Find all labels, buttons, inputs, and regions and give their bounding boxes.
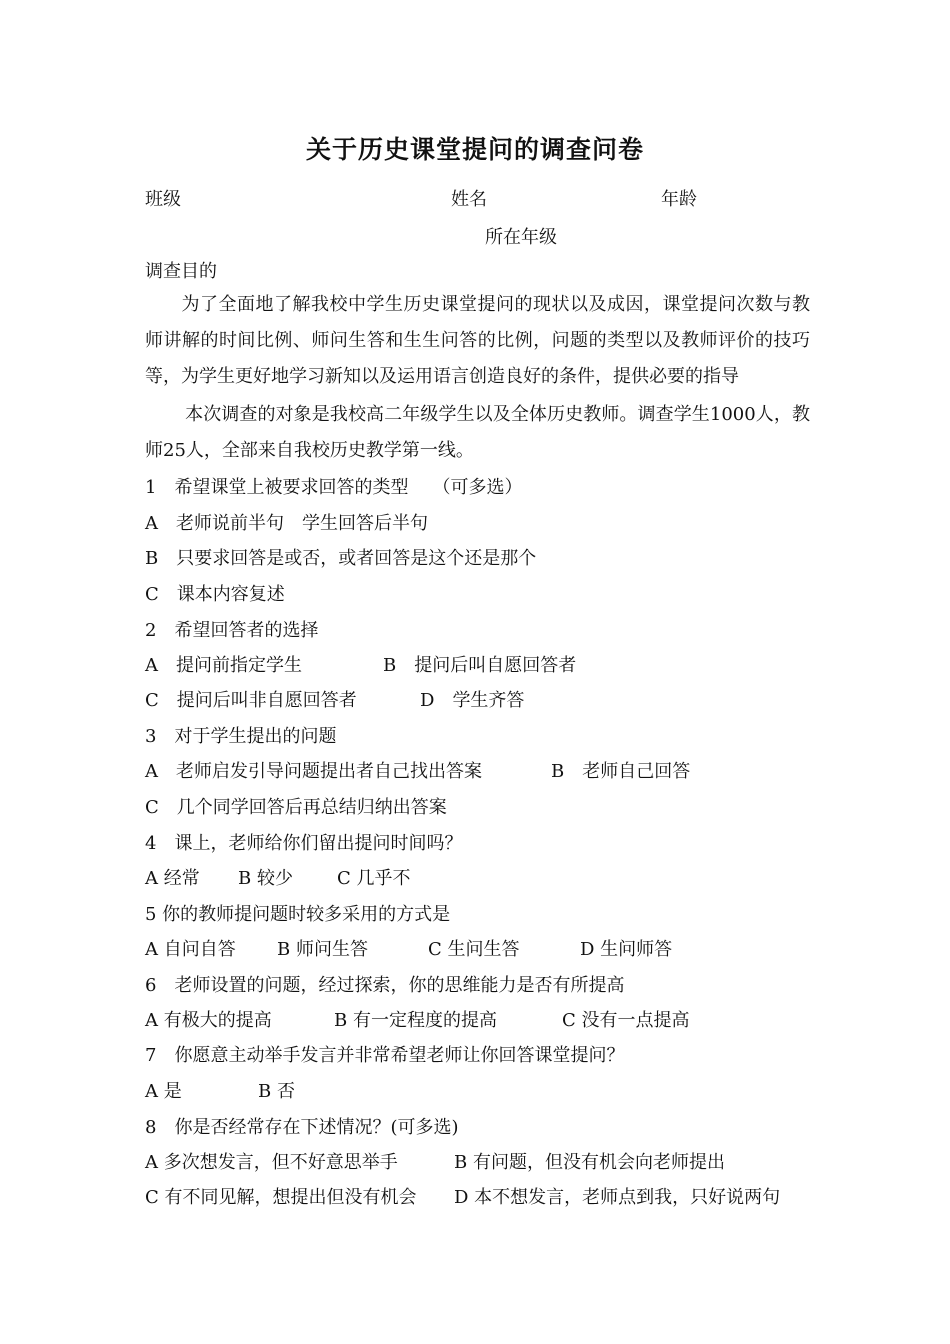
document-title: 关于历史课堂提问的调查问卷 — [305, 135, 644, 164]
q5-option-d: D 生问师答 — [580, 939, 673, 960]
q3-option-b: B 老师自己回答 — [551, 761, 691, 782]
question-text: 希望课堂上被要求回答的类型 — [174, 477, 409, 498]
question-text: 老师设置的问题，经过探索，你的思维能力是否有所提高 — [174, 975, 625, 996]
q2-option-c: C 提问后叫非自愿回答者 — [145, 690, 357, 711]
question-note: （可多选） — [432, 477, 523, 498]
q1-option-c — [145, 583, 825, 607]
q2-options-row-1 — [145, 654, 825, 678]
option-letter: C — [145, 584, 159, 605]
age-label: 年龄 — [661, 189, 697, 210]
q3-option-c: C 几个同学回答后再总结归纳出答案 — [145, 797, 447, 818]
option-text: 只要求回答是或否，或者回答是这个还是那个 — [176, 548, 537, 569]
question-6 — [145, 974, 825, 998]
q5-option-a: A 自问自答 — [145, 939, 236, 960]
question-text: 你愿意主动举手发言并非常希望老师让你回答课堂提问？ — [174, 1045, 625, 1066]
question-text: 对于学生提出的问题 — [174, 726, 337, 747]
purpose-heading: 调查目的 — [145, 261, 217, 282]
grade-label: 所在年级 — [485, 227, 557, 248]
grade-field — [145, 226, 825, 250]
option-text: 学生回答后半句 — [302, 513, 428, 534]
q4-option-c: C 几乎不 — [337, 868, 411, 889]
q2-option-a: A 提问前指定学生 — [145, 655, 302, 676]
question-4 — [145, 832, 825, 856]
option-text: 课本内容复述 — [176, 584, 285, 605]
question-8 — [145, 1116, 825, 1140]
name-label: 姓名 — [451, 189, 487, 210]
q7-options — [145, 1080, 825, 1104]
q4-options — [145, 867, 825, 891]
question-5: 5 你的教师提问题时较多采用的方式是 — [145, 904, 451, 925]
subject-text: 本次调查的对象是我校高二年级学生以及全体历史教师。调查学生1000人，教师25人，全部来自我校历史教学第一线。 — [145, 404, 810, 461]
q8-option-a: A 多次想发言，但不好意思举手 — [145, 1152, 398, 1173]
q5-options — [145, 938, 825, 962]
q5-option-b: B 师问生答 — [277, 939, 368, 960]
q6-options — [145, 1009, 825, 1033]
q6-option-a: A 有极大的提高 — [145, 1010, 272, 1031]
question-number: 2 — [145, 620, 157, 641]
q7-option-b: B 否 — [258, 1081, 295, 1102]
q1-option-a — [145, 512, 825, 536]
header-fields — [145, 188, 825, 212]
question-text: 你是否经常存在下述情况？(可多选) — [174, 1117, 459, 1138]
q3-option-a: A 老师启发引导问题提出者自己找出答案 — [145, 761, 482, 782]
q5-option-c: C 生问生答 — [428, 939, 520, 960]
question-text: 课上，老师给你们留出提问时间吗？ — [174, 833, 463, 854]
question-number: 7 — [145, 1045, 157, 1066]
option-letter: A — [145, 513, 158, 534]
q7-option-a: A 是 — [145, 1081, 182, 1102]
q8-options-row-1 — [145, 1151, 825, 1175]
q4-option-b: B 较少 — [238, 868, 293, 889]
q6-option-c: C 没有一点提高 — [562, 1010, 690, 1031]
purpose-paragraph — [145, 287, 810, 395]
class-label: 班级 — [145, 189, 181, 210]
q3-options-row-1 — [145, 760, 825, 784]
purpose-text: 为了全面地了解我校中学生历史课堂提问的现状以及成因，课堂提问次数与教师讲解的时间比例、师问生答和生生问答的比例，问题的类型以及教师评价的技巧等，为学生更好地学习新知以及运用语言创造良好的条件，提供必要的指导 — [145, 294, 810, 387]
option-text: 老师说前半句 — [176, 513, 284, 534]
question-2 — [145, 619, 825, 643]
q8-option-d: D 本不想发言，老师点到我，只好说两句 — [454, 1187, 781, 1208]
question-number: 3 — [145, 726, 157, 747]
question-number: 8 — [145, 1117, 157, 1138]
question-1 — [145, 476, 825, 500]
question-number: 4 — [145, 833, 157, 854]
question-3 — [145, 725, 825, 749]
subject-paragraph — [145, 397, 810, 469]
q8-option-b: B 有问题，但没有机会向老师提出 — [454, 1152, 725, 1173]
question-number: 6 — [145, 975, 157, 996]
q8-option-c: C 有不同见解，想提出但没有机会 — [145, 1187, 417, 1208]
q2-options-row-2 — [145, 689, 825, 713]
question-7 — [145, 1044, 825, 1068]
option-letter: B — [145, 548, 159, 569]
question-number: 1 — [145, 477, 157, 498]
q2-option-b: B 提问后叫自愿回答者 — [383, 655, 577, 676]
q8-options-row-2 — [145, 1186, 825, 1210]
question-text: 希望回答者的选择 — [174, 620, 319, 641]
q4-option-a: A 经常 — [145, 868, 200, 889]
q2-option-d: D 学生齐答 — [420, 690, 525, 711]
q1-option-b — [145, 547, 825, 571]
q6-option-b: B 有一定程度的提高 — [334, 1010, 497, 1031]
